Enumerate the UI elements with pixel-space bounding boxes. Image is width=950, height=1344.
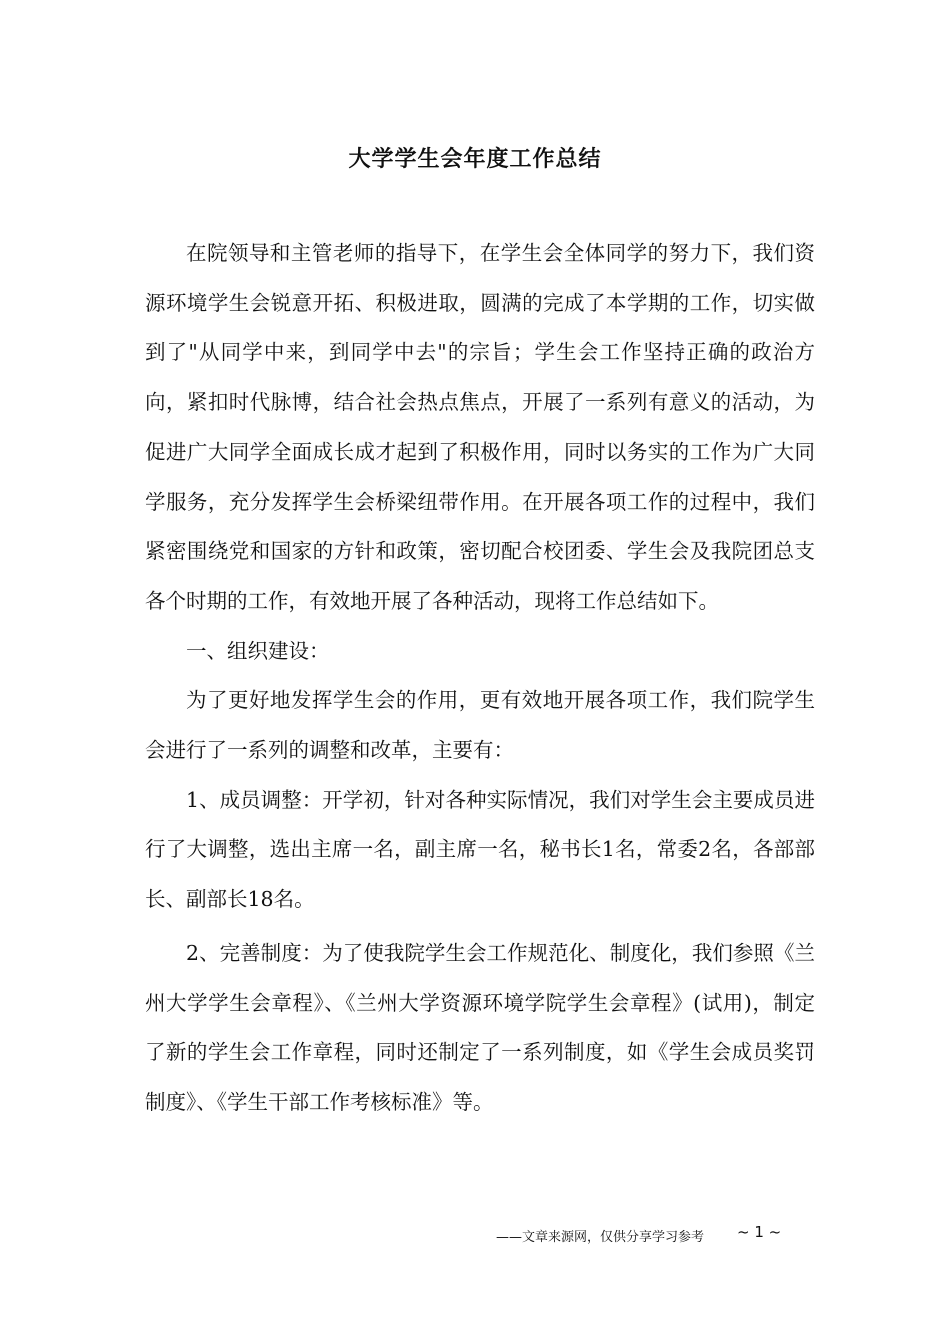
page-number: ~ 1 ~ bbox=[737, 1223, 782, 1241]
paragraph-intro: 在院领导和主管老师的指导下，在学生会全体同学的努力下，我们资源环境学生会锐意开拓、积极进取，圆满的完成了本学期的工作，切实做到了"从同学中来，到同学中去"的宗旨；学生会工作坚持正确的政治方向，紧扣时代脉博，结合社会热点焦点，开展了一系列有意义的活动，为促进广大同学全面成长成才起到了积极作用，同时以务实的工作为广大同学服务，充分发挥学生会桥梁纽带作用。在开展各项工作的过程中，我们紧密围绕党和国家的方针和政策，密切配合校团委、学生会及我院团总支各个时期的工作，有效地开展了各种活动，现将工作总结如下。 bbox=[145, 241, 815, 613]
paragraph-organization-intro: 为了更好地发挥学生会的作用，更有效地开展各项工作，我们院学生会进行了一系列的调整和改革，主要有： bbox=[145, 688, 815, 763]
paragraph-member-adjustment: 1、成员调整：开学初，针对各种实际情况，我们对学生会主要成员进行了大调整，选出主席一名，副主席一名，秘书长1名，常委2名，各部部长、副部长18名。 bbox=[145, 787, 815, 912]
document-body bbox=[145, 229, 815, 1128]
document-title: 大学学生会年度工作总结 bbox=[348, 147, 602, 172]
footer-source-note: ——文章来源网，仅供分享学习参考 bbox=[496, 1230, 705, 1245]
section-heading-organization: 一、组织建设： bbox=[186, 638, 330, 663]
paragraph-improve-rules: 2、完善制度：为了使我院学生会工作规范化、制度化，我们参照《兰州大学学生会章程》、《兰州大学资源环境学院学生会章程》(试用)，制定了新的学生会工作章程，同时还制定了一系列制度，如《学生会成员奖罚制度》、《学生干部工作考核标准》等。 bbox=[145, 940, 815, 1114]
